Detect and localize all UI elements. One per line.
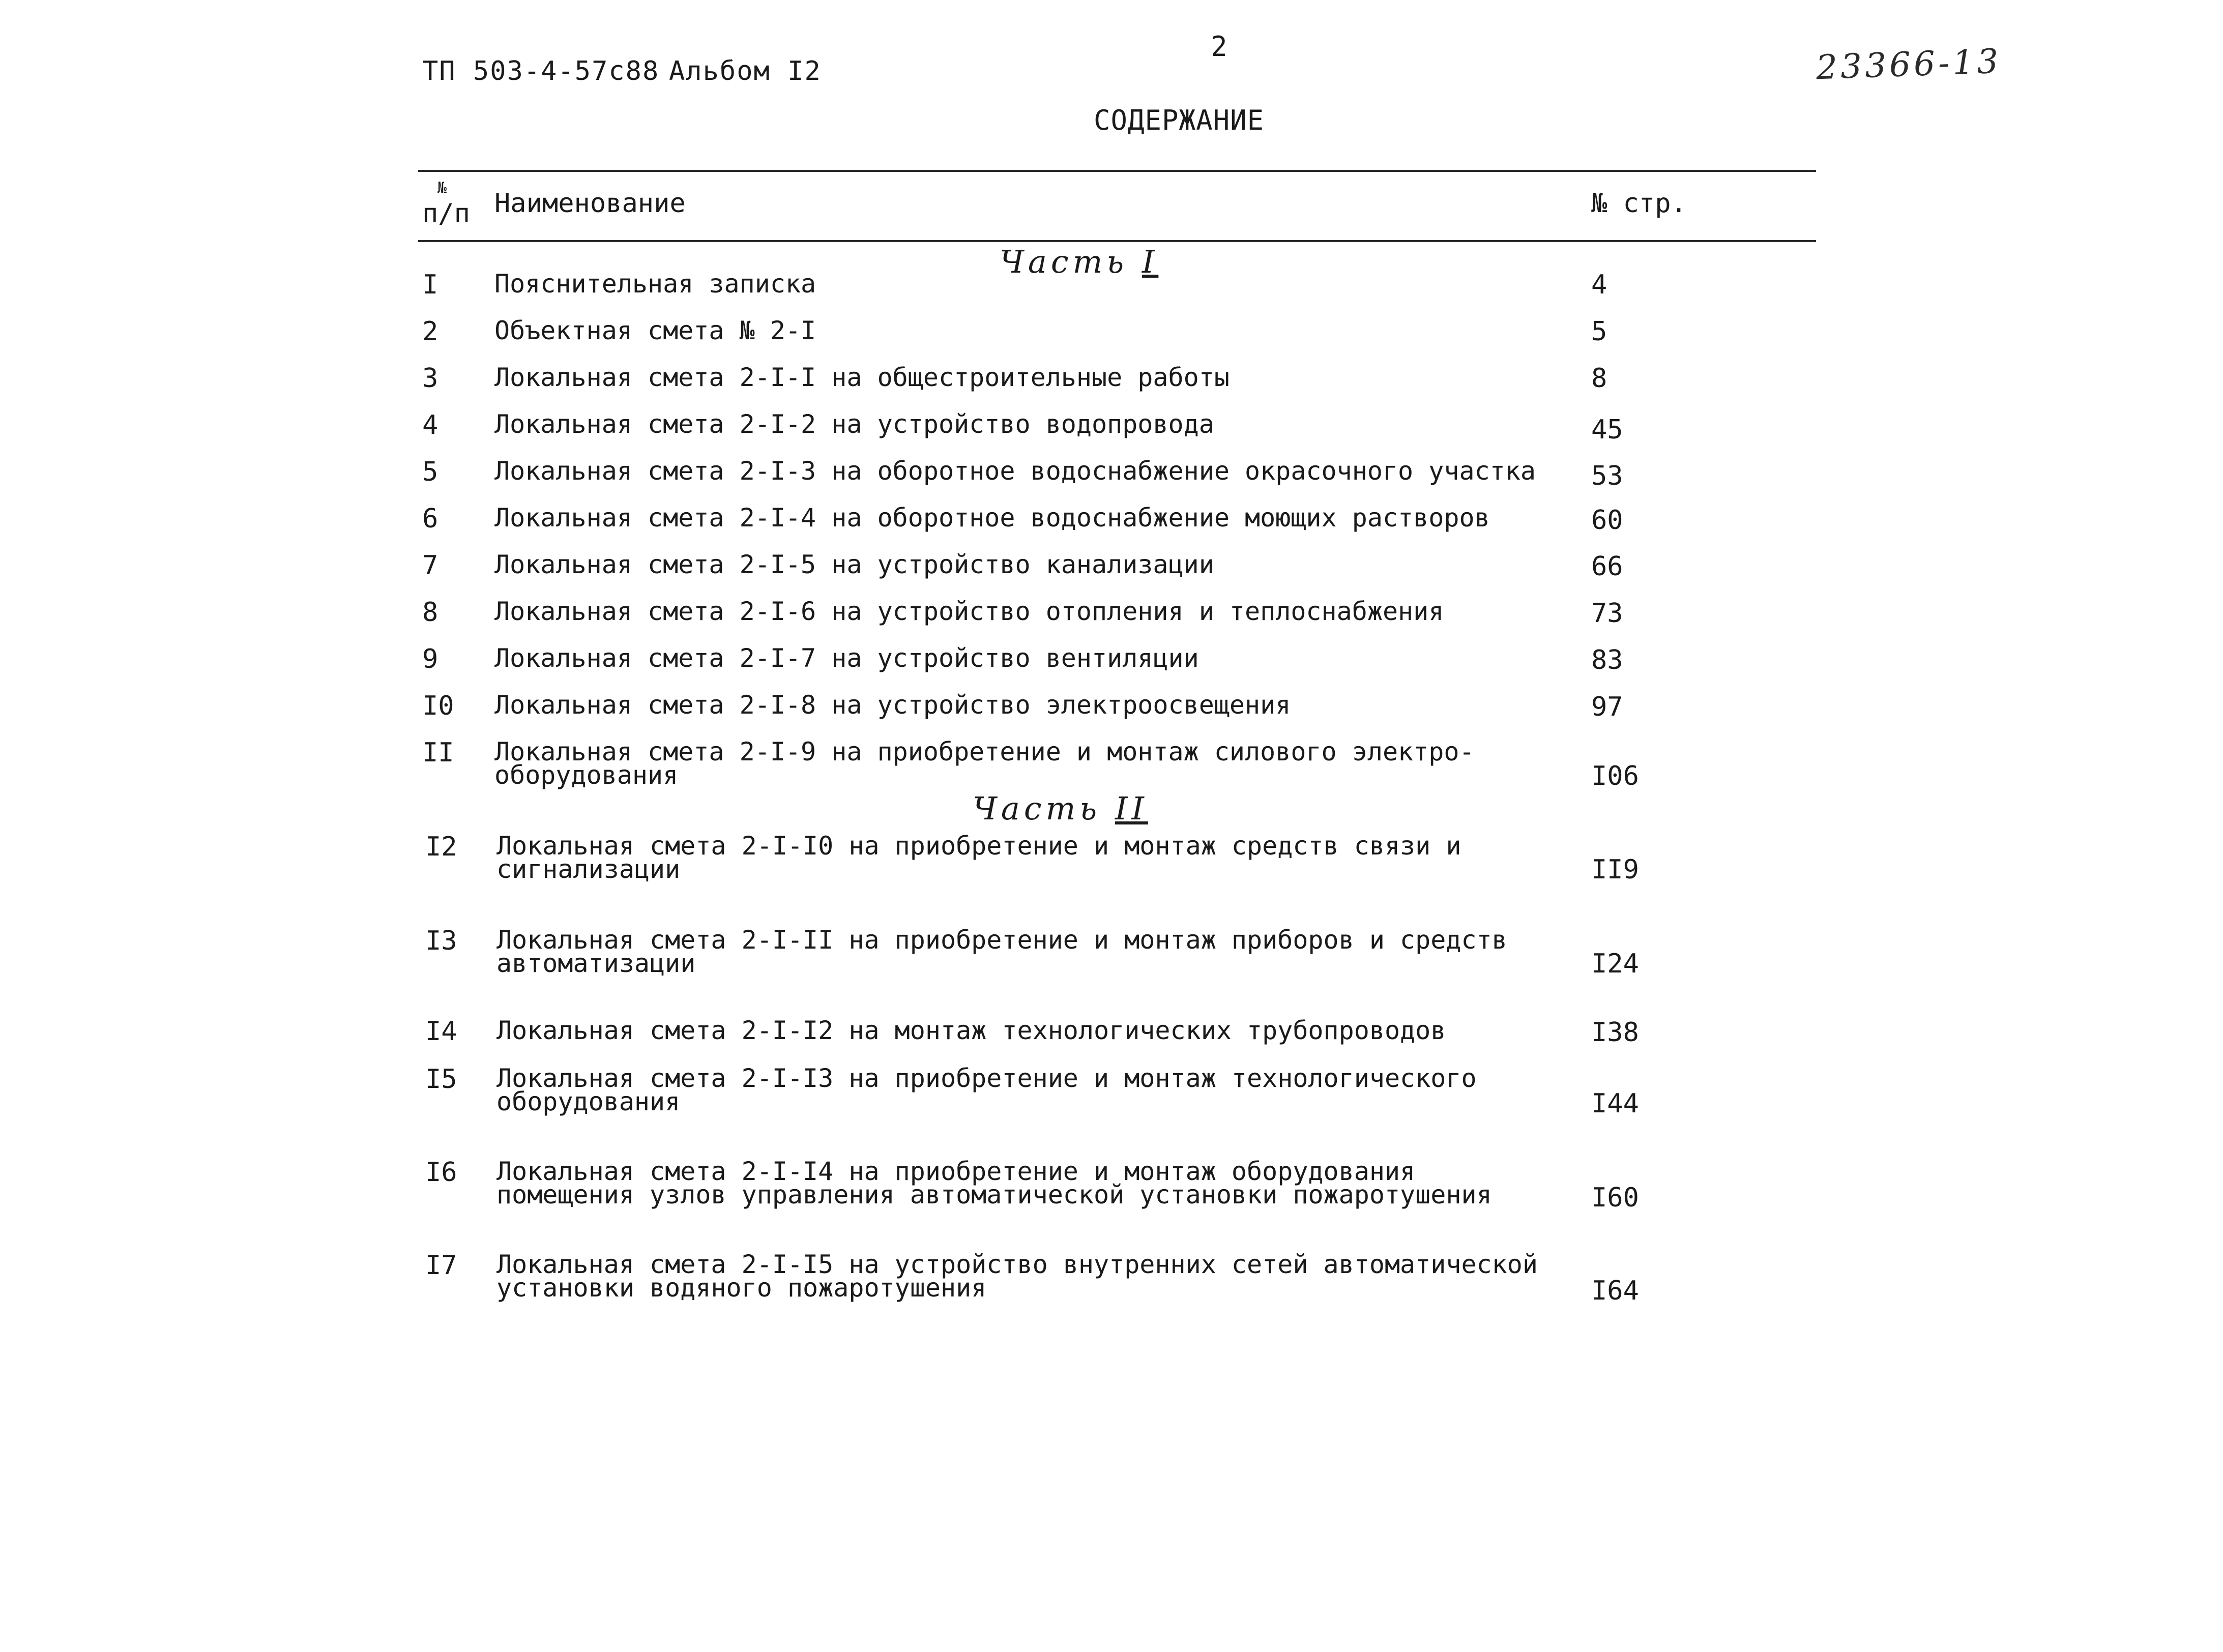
part-heading-1: [1000, 243, 1158, 280]
row-page: I06: [1591, 761, 1639, 791]
row-name: Локальная смета 2-I-II на приобретение и монтаж приборов и средств автоматизации: [496, 925, 1507, 978]
row-number: 2: [422, 316, 438, 347]
row-number: I7: [425, 1250, 457, 1281]
row-number: I4: [425, 1016, 457, 1047]
row-name: Локальная смета 2-I-6 на устройство отопления и теплоснабжения: [494, 597, 1444, 626]
row-name: Локальная смета 2-I-I4 на приобретение и монтаж оборудования помещения узлов управления автоматической установки пожаротушения: [496, 1157, 1492, 1210]
row-name: Локальная смета 2-I-I0 на приобретение и монтаж средств связи и сигнализации: [496, 831, 1461, 884]
row-name: Объектная смета № 2-I: [494, 316, 816, 345]
row-name: Локальная смета 2-I-I5 на устройство внутренних сетей автоматической установки водяного пожаротушения: [496, 1250, 1538, 1303]
row-number: 7: [422, 550, 438, 581]
row-name: Локальная смета 2-I-5 на устройство канализации: [494, 550, 1214, 579]
row-page: 5: [1591, 316, 1607, 347]
document-code: ТП 503-4-57с88: [422, 56, 660, 86]
row-page: II9: [1591, 854, 1639, 885]
row-number: I6: [425, 1157, 457, 1188]
table-top-rule: [418, 170, 1816, 172]
row-name: Локальная смета 2-I-7 на устройство вентиляции: [494, 643, 1199, 673]
row-name: Локальная смета 2-I-I2 на монтаж технологических трубопроводов: [496, 1016, 1446, 1045]
row-number: I2: [425, 832, 457, 862]
row-page: I24: [1591, 949, 1639, 979]
row-name: Пояснительная записка: [494, 269, 816, 299]
row-name: Локальная смета 2-I-2 на устройство водопровода: [494, 409, 1214, 439]
row-page: 4: [1591, 270, 1607, 300]
row-number: I5: [425, 1064, 457, 1095]
row-name: Локальная смета 2-I-3 на оборотное водоснабжение окрасочного участка: [494, 456, 1536, 486]
row-name: Локальная смета 2-I-8 на устройство электроосвещения: [494, 690, 1291, 720]
row-page: I64: [1591, 1276, 1639, 1306]
row-number: 5: [422, 457, 438, 487]
row-name: Локальная смета 2-I-9 на приобретение и монтаж силового электро- оборудования: [494, 737, 1475, 790]
row-page: 8: [1591, 363, 1607, 394]
row-number: 9: [422, 644, 438, 674]
row-page: 53: [1591, 461, 1623, 491]
part-roman: I: [1142, 243, 1159, 280]
row-number: I0: [422, 691, 454, 721]
row-name: Локальная смета 2-I-I3 на приобретение и монтаж технологического оборудования: [496, 1064, 1477, 1116]
table-header-rule: [418, 240, 1816, 242]
row-page: I38: [1591, 1017, 1639, 1048]
row-page: I44: [1591, 1088, 1639, 1119]
row-number: I: [422, 270, 438, 300]
row-number: 6: [422, 504, 438, 534]
row-page: 45: [1591, 415, 1623, 445]
row-number: 4: [422, 410, 438, 440]
row-page: 60: [1591, 505, 1623, 536]
row-number: II: [422, 738, 454, 768]
page-number: 2: [1211, 31, 1227, 63]
row-name: Локальная смета 2-I-4 на оборотное водоснабжение моющих растворов: [494, 503, 1490, 533]
row-number: 8: [422, 597, 438, 628]
part-heading-2: [973, 790, 1148, 827]
row-name: Локальная смета 2-I-I на общестроительные работы: [494, 363, 1230, 392]
column-header-page: № стр.: [1591, 188, 1687, 219]
row-number: 3: [422, 363, 438, 394]
row-page: 83: [1591, 645, 1623, 675]
row-page: 66: [1591, 551, 1623, 582]
row-page: I60: [1591, 1183, 1639, 1213]
archive-number: 23366-13: [1815, 41, 2002, 87]
part-roman: II: [1115, 790, 1148, 827]
album-label: Альбом I2: [669, 56, 822, 86]
row-page: 73: [1591, 598, 1623, 629]
row-page: 97: [1591, 692, 1623, 722]
page-title: СОДЕРЖАНИЕ: [1094, 104, 1265, 136]
part-word: Часть: [1000, 243, 1128, 280]
part-word: Часть: [973, 790, 1101, 827]
column-header-name: Наименование: [494, 188, 686, 219]
row-number: I3: [425, 926, 457, 956]
column-header-number: п/п: [422, 198, 470, 229]
column-header-number-symbol: №: [437, 179, 447, 197]
